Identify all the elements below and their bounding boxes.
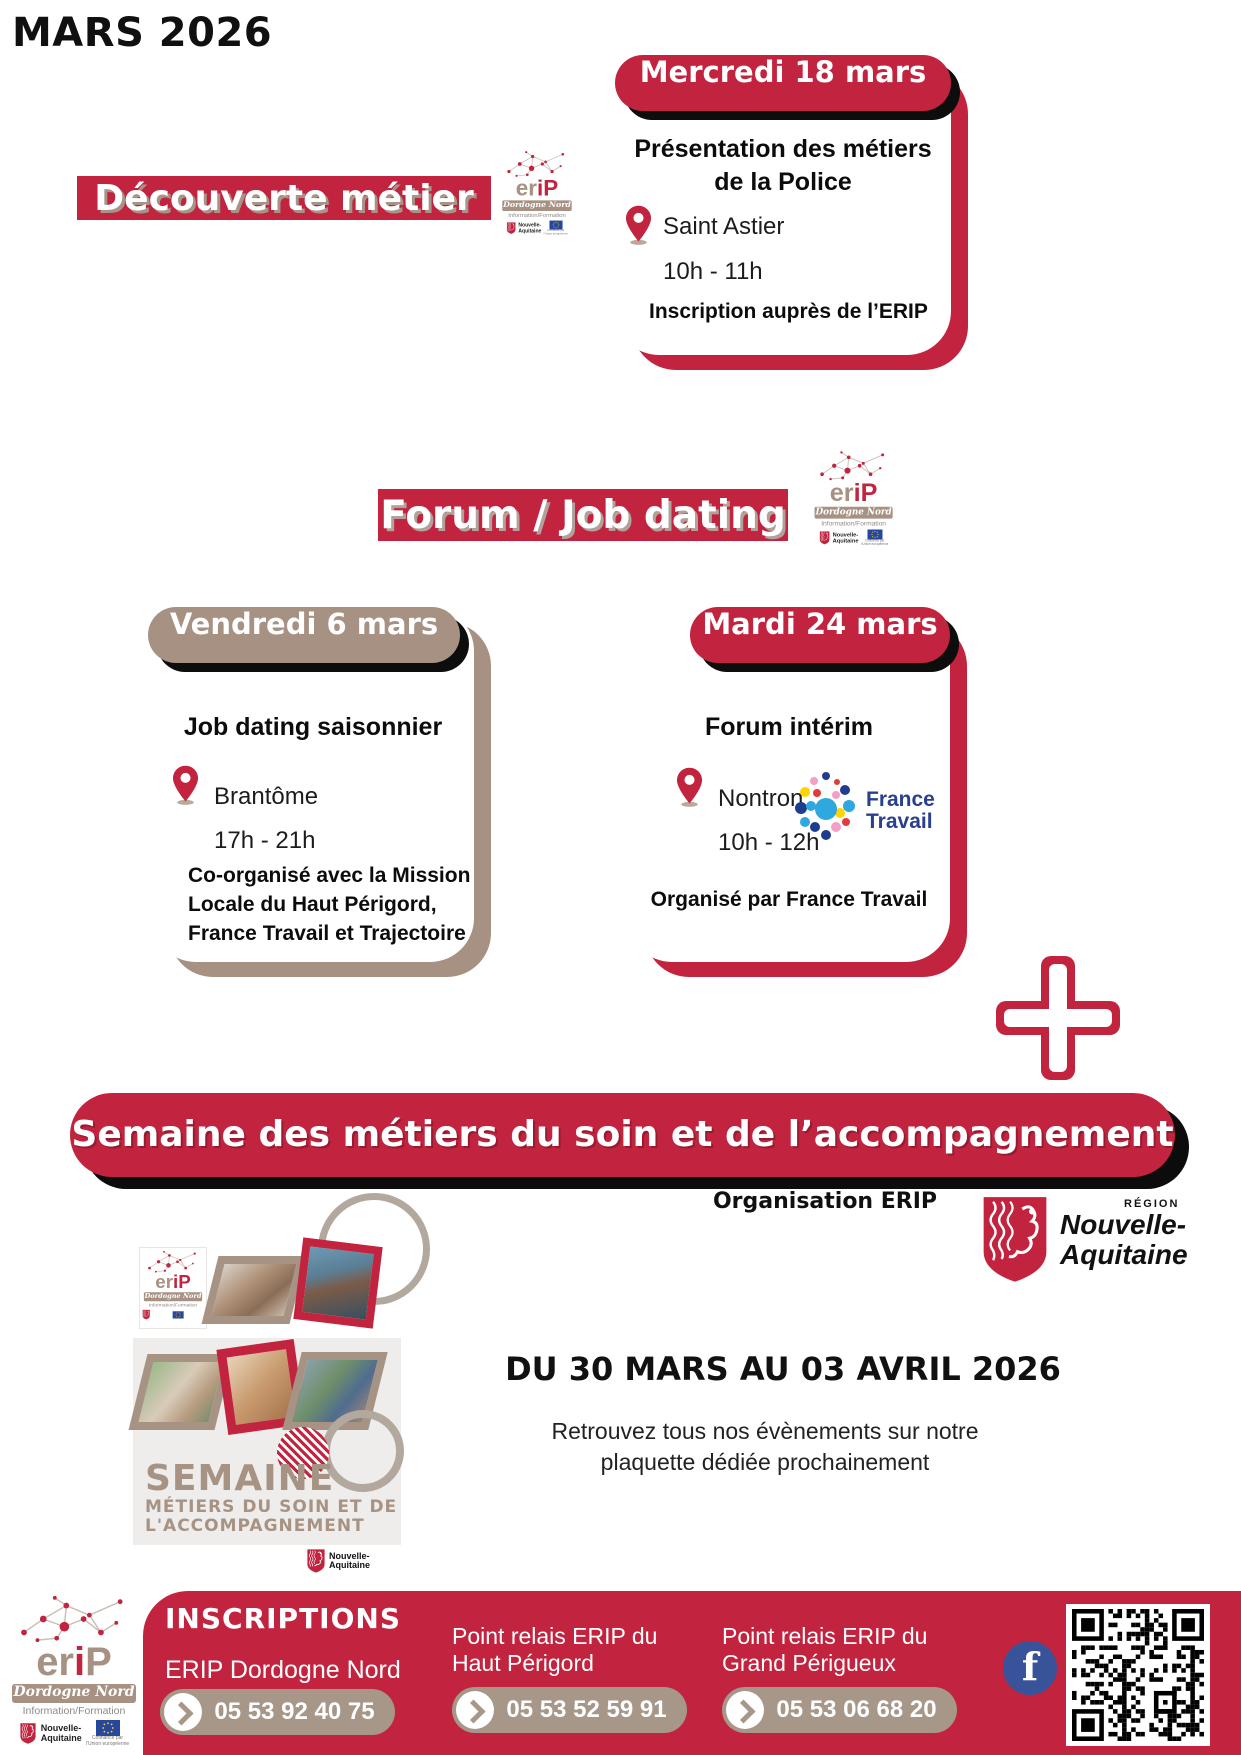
banner-decouverte-metier: Découverte métier — [77, 176, 491, 220]
event-note: Inscription auprès de l’ERIP — [649, 300, 928, 323]
erip-dordogne-nord-label: ERIP Dordogne Nord — [165, 1656, 401, 1684]
na-shield-icon — [506, 222, 516, 235]
collage-subtitle-1: MÉTIERS DU SOIN ET DE — [145, 1497, 398, 1517]
collage-title: SEMAINE — [145, 1458, 335, 1499]
erip-logo-small-2 — [812, 450, 895, 546]
erip-network-icon — [14, 1594, 134, 1644]
na-shield-icon — [978, 1192, 1052, 1287]
event-note: Co-organisé avec la Mission Locale du Haut Périgord, France Travail et Trajectoire — [188, 864, 471, 945]
phone-number: 05 53 06 68 20 — [776, 1696, 937, 1723]
france-travail-wordmark: France Travail — [866, 788, 935, 833]
erip-network-icon — [145, 1250, 201, 1274]
erip-logo-mini — [142, 1250, 204, 1320]
eu-flag-block: Cofinancé par l’Union européenne — [861, 529, 888, 546]
erip-logo-text: eriP — [155, 1271, 191, 1293]
na-label: Nouvelle- Aquitaine — [832, 531, 859, 544]
chevron-right-icon — [164, 1693, 202, 1731]
event-card-mardi-24-mars — [628, 607, 950, 962]
na-label: Nouvelle- Aquitaine — [518, 222, 542, 234]
collage-photo-elderly-care — [202, 1256, 307, 1324]
collage-photo-nurse — [293, 1237, 382, 1328]
event-card-vendredi-6-mars — [152, 607, 474, 962]
event-time: 17h - 21h — [214, 827, 316, 854]
erip-network-icon — [816, 450, 892, 482]
date-pill-mardi: Mardi 24 mars — [690, 607, 950, 663]
semaine-date-range: DU 30 MARS AU 03 AVRIL 2026 — [505, 1350, 1061, 1388]
plus-icon — [996, 956, 1120, 1080]
na-logo-small: Nouvelle- Aquitaine — [306, 1548, 370, 1574]
banner-semaine-soin: Semaine des métiers du soin et de l’accompagnement — [70, 1093, 1175, 1177]
erip-logo-text: eriP — [36, 1640, 112, 1684]
phone-button-erip-dordogne-nord[interactable] — [160, 1689, 395, 1735]
erip-logo-text: eriP — [829, 478, 878, 507]
location-pin-icon — [172, 765, 199, 806]
erip-region-label: Dordogne Nord — [12, 1684, 136, 1703]
event-time: 10h - 12h — [718, 829, 820, 856]
collage-subtitle-2: L'ACCOMPAGNEMENT — [145, 1516, 365, 1536]
phone-number: 05 53 52 59 91 — [506, 1696, 667, 1723]
phone-button-haut-perigord[interactable] — [452, 1687, 687, 1733]
erip-subtitle: Information/Formation — [22, 1705, 126, 1717]
inscriptions-heading: INSCRIPTIONS — [165, 1602, 401, 1635]
phone-button-grand-perigueux[interactable] — [722, 1687, 957, 1733]
phone-number: 05 53 92 40 75 — [214, 1698, 375, 1725]
event-title: Job dating saisonnier — [183, 713, 443, 741]
na-shield-icon — [306, 1548, 326, 1574]
erip-partner-logos — [500, 221, 574, 236]
event-title: Présentation des métiers de la Police — [634, 135, 932, 196]
erip-subtitle: Information/Formation — [508, 212, 566, 219]
relay-haut-perigord-label: Point relais ERIP du Haut Périgord — [452, 1623, 658, 1676]
chevron-right-icon — [456, 1691, 494, 1729]
erip-subtitle: Information/Formation — [148, 1302, 198, 1308]
nouvelle-aquitaine-logo-text: RÉGION Nouvelle- Aquitaine — [1060, 1198, 1188, 1270]
na-shield-icon — [19, 1722, 37, 1745]
event-title: Forum intérim — [704, 713, 874, 741]
eu-flag-block: Cofinancé par l’Union européenne — [544, 221, 568, 236]
france-travail-logo — [793, 769, 859, 851]
erip-partner-logos — [812, 529, 895, 546]
qr-code[interactable] — [1066, 1604, 1210, 1746]
organisation-label: Organisation ERIP — [712, 1189, 938, 1214]
facebook-icon[interactable]: f — [1003, 1641, 1057, 1695]
erip-logo-collage-card — [140, 1248, 206, 1328]
erip-region-label: Dordogne Nord — [815, 506, 892, 517]
location-pin-icon — [625, 205, 652, 246]
chevron-right-icon — [726, 1691, 764, 1729]
eu-flag-icon — [173, 1311, 184, 1319]
event-card-mercredi-18-mars — [615, 55, 951, 355]
event-time: 10h - 11h — [663, 258, 763, 285]
eu-flag-icon — [96, 1720, 120, 1736]
date-pill-vendredi: Vendredi 6 mars — [148, 607, 460, 663]
na-shield-icon — [819, 531, 830, 545]
erip-logo-small-1 — [500, 150, 574, 236]
erip-logo-footer — [8, 1594, 140, 1747]
erip-network-icon — [503, 150, 570, 178]
event-location: Brantôme — [214, 783, 319, 810]
eu-flag-block: Cofinancé par l’Union européenne — [86, 1720, 129, 1747]
location-pin-icon — [676, 767, 703, 808]
page-title: MARS 2026 — [12, 10, 273, 56]
semaine-note: Retrouvez tous nos évènements sur notre plaquette dédiée prochainement — [551, 1418, 979, 1475]
erip-region-label: Dordogne Nord — [503, 200, 571, 210]
event-location: Saint Astier — [663, 213, 785, 240]
erip-subtitle: Information/Formation — [821, 519, 886, 528]
erip-logo-text: eriP — [515, 175, 559, 201]
date-pill-mercredi: Mercredi 18 mars — [615, 55, 951, 111]
erip-partner-logos — [8, 1720, 140, 1747]
erip-partner-logos — [142, 1309, 204, 1320]
erip-region-label: Dordogne Nord — [144, 1292, 202, 1300]
relay-grand-perigueux-label: Point relais ERIP du Grand Périgueux — [722, 1623, 928, 1676]
event-note: Organisé par France Travail — [650, 888, 928, 911]
na-label: Nouvelle- Aquitaine — [40, 1723, 82, 1743]
event-location: Nontron — [718, 785, 804, 812]
banner-forum-job-dating: Forum / Job dating — [378, 489, 788, 541]
na-shield-icon — [142, 1309, 150, 1320]
